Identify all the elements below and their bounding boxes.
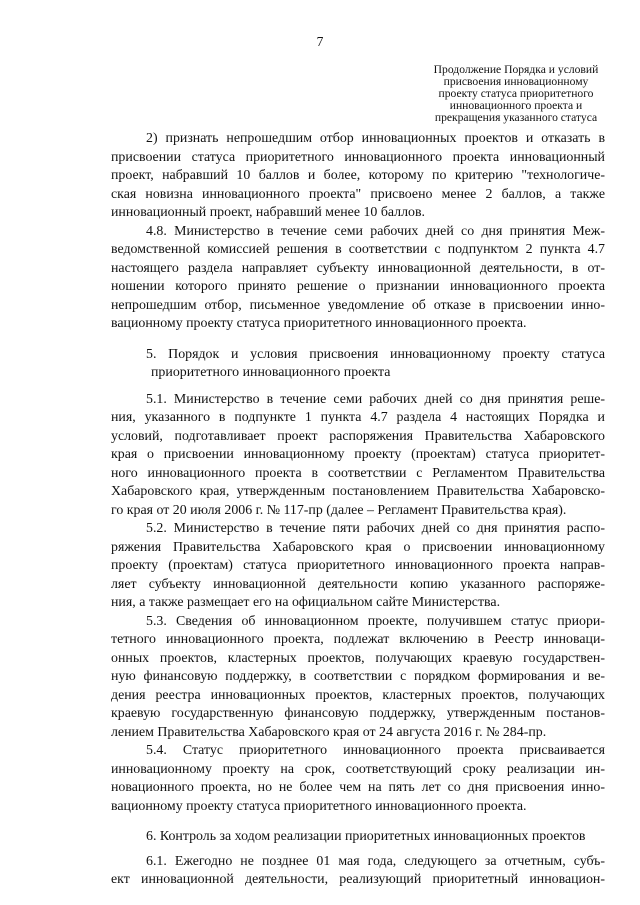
text-line: краевую государственную финансовую поддержку, утвержденным постанов- [111, 706, 605, 721]
text-line: ект инновационной деятельности, реализующий приоритетный инновацион- [111, 872, 605, 887]
text-line: инновационному проекту на срок, соответствующий сроку реализации ин- [111, 761, 605, 777]
continuation-line: присвоения инновационному [443, 75, 589, 88]
text-line: онных проектов, кластерных проектов, получающих краевую государствен- [111, 650, 605, 666]
text-line: Хабаровского края, утвержденным постановлением Правительства Хабаровско- [111, 484, 605, 499]
text-line: ская новизна инновационного проекта" присвоено менее 2 баллов, а также [111, 186, 605, 202]
text-line: 5.2. Министерство в течение пяти рабочих дней со дня принятия распо- [146, 521, 605, 536]
continuation-line: прекращения указанного статуса [434, 111, 598, 124]
text-line: 2) признать непрошедшим отбор инновационных проектов и отказать в [146, 131, 605, 146]
heading-line: приоритетного инновационного проекта [151, 365, 391, 380]
text-line: проекту (проектам) статуса приоритетного инновационного проекта направ- [111, 558, 605, 573]
text-line: ния, а также размещает его на официальном сайте Министерства. [111, 595, 501, 610]
paragraph-5-4 [111, 742, 605, 816]
heading-line: 5. Порядок и условия присвоения инновационному проекту статуса [146, 346, 605, 362]
text-line: 6.1. Ежегодно не позднее 01 мая года, следующего за отчетным, субъ- [146, 853, 605, 869]
text-line: дения реестра инновационных проектов, кластерных проектов, получающих [111, 687, 605, 703]
text-line: го края от 20 июля 2006 г. № 117-пр (далее – Регламент Правительства края). [111, 502, 567, 518]
paragraph-item-2 [111, 130, 605, 223]
text-line: присвоении статуса приоритетного инновационного проекта инновационный [111, 149, 605, 165]
text-line: проект, набравший 10 баллов и более, которому по критерию "технологиче- [111, 168, 605, 183]
text-line: ную финансовую поддержку, в соответствии с порядком формирования и ве- [111, 669, 605, 684]
text-line: 4.8. Министерство в течение семи рабочих дней со дня принятия Меж- [146, 223, 605, 239]
text-line: 5.3. Сведения об инновационном проекте, получившем статус приори- [146, 613, 605, 629]
text-line: ряжения Правительства Хабаровского края о присвоении инновационному [111, 539, 605, 555]
text-line: 5.4. Статус приоритетного инновационного проекта присваивается [146, 743, 605, 758]
text-line: ного инновационного проекта в соответствии с Регламентом Правительства [111, 465, 605, 481]
text-line: вационному проекту статуса приоритетного инновационного проекта. [111, 798, 527, 814]
document-body [111, 130, 605, 890]
text-line: непрошедшим отбор, письменное уведомление об отказе в присвоении инно- [111, 297, 605, 313]
paragraph-4-8 [111, 223, 605, 334]
section-5-heading [111, 346, 605, 383]
section-6-heading [111, 828, 605, 847]
paragraph-5-3 [111, 613, 605, 743]
text-line: вационному проекту статуса приоритетного инновационного проекта. [111, 316, 527, 331]
page-number: 7 [316, 34, 324, 49]
continuation-header [418, 64, 614, 124]
text-line: настоящего раздела направляет субъекту инновационной деятельности, в от- [111, 260, 605, 276]
text-line: лением Правительства Хабаровского края от 24 августа 2016 г. № 284-пр. [111, 724, 547, 740]
heading-line: 6. Контроль за ходом реализации приоритетных инновационных проектов [146, 829, 586, 844]
text-line: ношении которого принято решение о признании инновационного проекта [111, 279, 605, 294]
paragraph-5-2 [111, 520, 605, 613]
text-line: инновационный проект, набравший менее 10 баллов. [111, 205, 426, 220]
continuation-line: Продолжение Порядка и условий [433, 63, 599, 76]
continuation-line: проекту статуса приоритетного [438, 87, 594, 100]
text-line: ведомственной комиссией решения в соответствии с подпунктом 2 пункта 4.7 [111, 242, 605, 257]
text-line: края о присвоении инновационному проекту (проектам) статуса приоритет- [111, 447, 605, 462]
text-line: условий, подготавливает проект распоряжения Правительства Хабаровского [111, 428, 605, 444]
paragraph-5-1 [111, 391, 605, 521]
text-line: новационного проекта, но не более чем на пять лет со дня присвоения инно- [111, 780, 605, 795]
text-line: тетного инновационного проекта, подлежат включению в Реестр инноваци- [111, 632, 605, 647]
text-line: 5.1. Министерство в течение семи рабочих дней со дня принятия реше- [146, 391, 605, 407]
paragraph-6-1 [111, 853, 605, 890]
text-line: ния, указанного в подпункте 1 пункта 4.7 раздела 4 настоящих Порядка и [111, 410, 605, 425]
continuation-line: инновационного проекта и [449, 99, 583, 112]
text-line: ляет субъекту инновационной деятельности копию указанного распоряже- [111, 576, 605, 592]
